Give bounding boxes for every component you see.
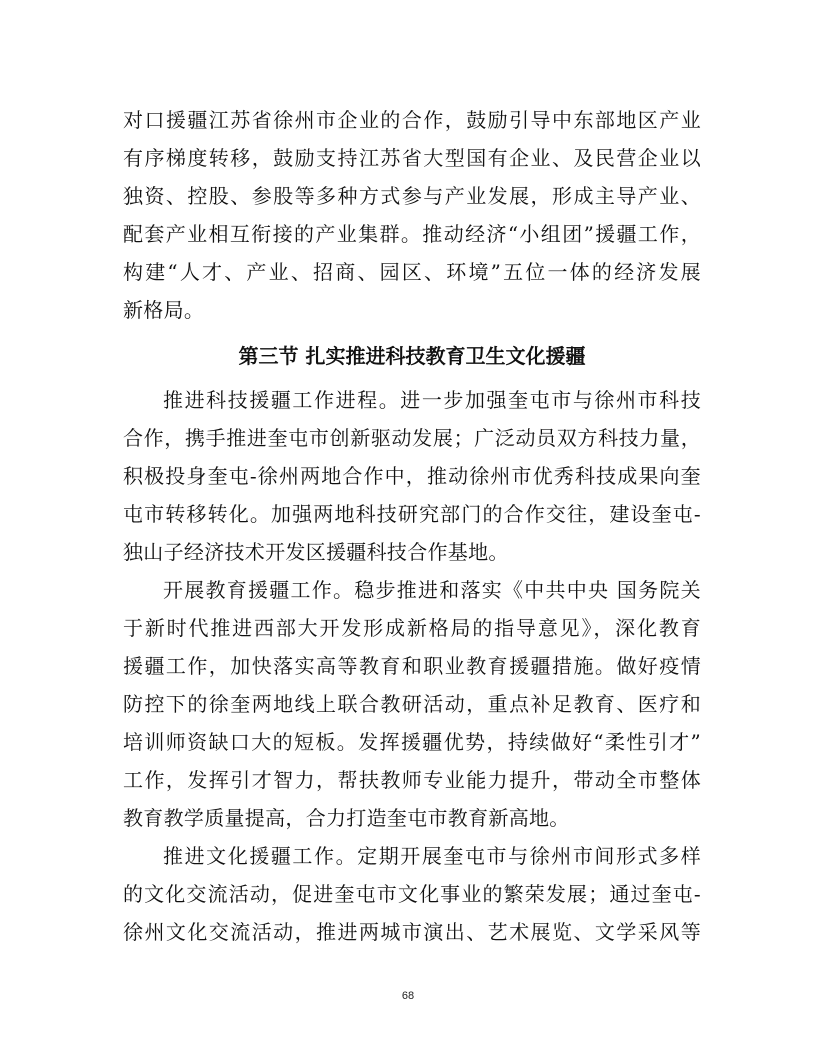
text-line: 防控下的徐奎两地线上联合教研活动，重点补足教育、医疗和 — [123, 692, 701, 716]
text-line: 有序梯度转移，鼓励支持江苏省大型国有企业、及民营企业以 — [123, 146, 701, 170]
paragraph-technology-aid — [123, 381, 701, 571]
text-line: 的文化交流活动，促进奎屯市文化事业的繁荣发展；通过奎屯- — [123, 882, 701, 906]
text-line: 独山子经济技术开发区援疆科技合作基地。 — [123, 540, 509, 564]
text-line: 积极投身奎屯-徐州两地合作中，推动徐州市优秀科技成果向奎 — [123, 464, 701, 488]
section-heading: 第三节 扎实推进科技教育卫生文化援疆 — [238, 344, 586, 368]
text-line: 于新时代推进西部大开发形成新格局的指导意见》，深化教育 — [123, 616, 701, 640]
text-line: 开展教育援疆工作。稳步推进和落实《中共中央 国务院关 — [163, 578, 701, 602]
paragraph-economic-cooperation — [123, 101, 701, 329]
text-line: 新格局。 — [123, 298, 205, 322]
text-line: 推进科技援疆工作进程。进一步加强奎屯市与徐州市科技 — [163, 388, 701, 412]
text-line: 徐州文化交流活动，推进两城市演出、艺术展览、文学采风等 — [123, 920, 701, 944]
text-line: 教育教学质量提高，合力打造奎屯市教育新高地。 — [123, 806, 570, 830]
text-line: 工作，发挥引才智力，帮扶教师专业能力提升，带动全市整体 — [123, 768, 701, 792]
text-line: 推进文化援疆工作。定期开展奎屯市与徐州市间形式多样 — [163, 844, 701, 868]
paragraph-culture-aid — [123, 837, 701, 951]
text-line: 屯市转移转化。加强两地科技研究部门的合作交往，建设奎屯- — [123, 502, 701, 526]
text-line: 构建“人才、产业、招商、园区、环境”五位一体的经济发展 — [123, 260, 701, 284]
text-line: 援疆工作，加快落实高等教育和职业教育援疆措施。做好疫情 — [123, 654, 701, 678]
paragraph-education-aid — [123, 571, 701, 837]
text-line: 培训师资缺口大的短板。发挥援疆优势，持续做好“柔性引才” — [123, 730, 701, 754]
page-number: 68 — [401, 990, 415, 1002]
text-line: 合作，携手推进奎屯市创新驱动发展；广泛动员双方科技力量， — [123, 426, 701, 450]
text-line: 配套产业相互衔接的产业集群。推动经济“小组团”援疆工作， — [123, 222, 701, 246]
text-line: 独资、控股、参股等多种方式参与产业发展，形成主导产业、 — [123, 184, 701, 208]
text-line: 对口援疆江苏省徐州市企业的合作，鼓励引导中东部地区产业 — [123, 108, 701, 132]
